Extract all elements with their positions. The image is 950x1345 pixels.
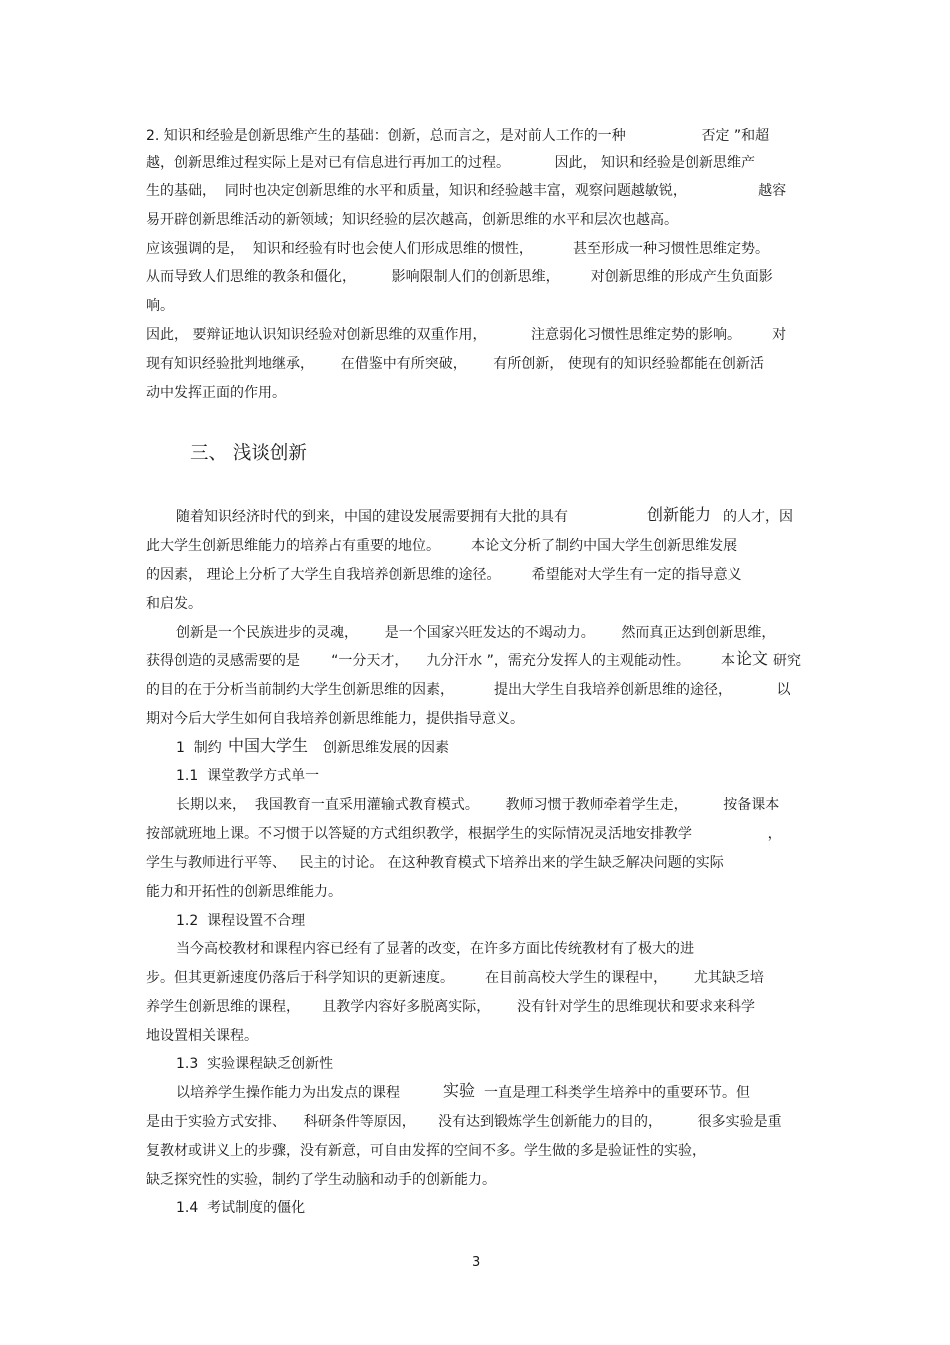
text-line: 动中发挥正面的作用。 — [146, 385, 286, 401]
text-line: 1.1 课堂教学方式单一 — [176, 768, 320, 784]
text-line: 此大学生创新思维能力的培养占有重要的地位。 本论文分析了制约中国大学生创新思维发展 — [146, 538, 738, 554]
text-line: 一直是理工科类学生培养中的重要环节。但 — [484, 1085, 750, 1101]
text-line: 中国大学生 — [228, 736, 309, 755]
text-line: 期对今后大学生如何自我培养创新思维能力，提供指导意义。 — [146, 711, 524, 727]
text-line: 和启发。 — [146, 596, 202, 612]
text-line: 学生与教师进行平等、 民主的讨论。 在这种教育模式下培养出来的学生缺乏解决问题的实际 — [146, 855, 724, 871]
text-line: 应该强调的是， 知识和经验有时也会使人们形成思维的惯性， 甚至形成一种习惯性思维定势。 — [146, 241, 769, 257]
text-line: 长期以来， 我国教育一直采用灌输式教育模式。 教师习惯于教师牵着学生走， 按备课本 — [176, 797, 780, 813]
text-line: 1.4 考试制度的僵化 — [176, 1200, 306, 1216]
text-line: 是由于实验方式安排、 科研条件等原因， 没有达到锻炼学生创新能力的目的， 很多实验是重 — [146, 1114, 782, 1130]
text-line: 地设置相关课程。 — [146, 1028, 258, 1044]
page-number: 3 — [472, 1255, 481, 1270]
text-line: 易开辟创新思维活动的新领域；知识经验的层次越高，创新思维的水平和层次也越高。 — [146, 212, 678, 228]
text-line: 随着知识经济时代的到来，中国的建设发展需要拥有大批的具有 — [176, 509, 568, 525]
text-line: 的人才，因 — [723, 509, 793, 525]
section-heading: 三、 浅谈创新 — [190, 443, 307, 464]
text-line: 缺乏探究性的实验，制约了学生动脑和动手的创新能力。 — [146, 1172, 496, 1188]
text-line: 获得创造的灵感需要的是 “一分天才， 九分汗水 ”，需充分发挥人的主观能动性。 本 — [146, 653, 736, 669]
text-line: 按部就班地上课。不习惯于以答疑的方式组织教学，根据学生的实际情况灵活地安排教学 ， — [146, 826, 782, 842]
text-line: 复教材或讲义上的步骤，没有新意，可自由发挥的空间不多。学生做的多是验证性的实验， — [146, 1143, 706, 1159]
text-line: 现有知识经验批判地继承， 在借鉴中有所突破， 有所创新， 使现有的知识经验都能在创新活 — [146, 356, 764, 372]
text-line: 论文 — [736, 649, 769, 668]
text-line: 以培养学生操作能力为出发点的课程 — [176, 1085, 400, 1101]
text-line: 生的基础， 同时也决定创新思维的水平和质量，知识和经验越丰富，观察问题越敏锐， 越容 — [146, 183, 787, 199]
text-line: 实验 — [443, 1081, 476, 1100]
text-line: 养学生创新思维的课程， 且教学内容好多脱离实际， 没有针对学生的思维现状和要求来科学 — [146, 999, 755, 1015]
text-line: 当今高校教材和课程内容已经有了显著的改变，在许多方面比传统教材有了极大的进 — [176, 941, 694, 957]
text-line: 研究 — [773, 653, 801, 669]
text-line: 创新思维发展的因素 — [323, 740, 449, 756]
text-line: 步。但其更新速度仍落后于科学知识的更新速度。 在目前高校大学生的课程中， 尤其缺乏培 — [146, 970, 764, 986]
text-line: 从而导致人们思维的教条和僵化， 影响限制人们的创新思维， 对创新思维的形成产生负面影 — [146, 269, 773, 285]
text-line: 的因素， 理论上分析了大学生自我培养创新思维的途径。 希望能对大学生有一定的指导意义 — [146, 567, 742, 583]
text-line: 1.2 课程设置不合理 — [176, 913, 306, 929]
text-line: 因此， 要辩证地认识知识经验对创新思维的双重作用， 注意弱化习惯性思维定势的影响。 对 — [146, 327, 787, 343]
text-line: 创新能力 — [647, 505, 712, 524]
text-line: 1.3 实验课程缺乏创新性 — [176, 1056, 334, 1072]
text-line: 能力和开拓性的创新思维能力。 — [146, 884, 342, 900]
text-line: 响。 — [146, 298, 174, 314]
text-line: 越，创新思维过程实际上是对已有信息进行再加工的过程。 因此， 知识和经验是创新思维产 — [146, 155, 755, 171]
text-line: 的目的在于分析当前制约大学生创新思维的因素， 提出大学生自我培养创新思维的途径， 以 — [146, 682, 791, 698]
text-line: 1 制约 — [176, 740, 222, 756]
text-line: 2. 知识和经验是创新思维产生的基础：创新，总而言之，是对前人工作的一种 否定 ”和超 — [146, 128, 770, 144]
text-line: 创新是一个民族进步的灵魂， 是一个国家兴旺发达的不竭动力。 然而真正达到创新思维， — [176, 625, 776, 641]
